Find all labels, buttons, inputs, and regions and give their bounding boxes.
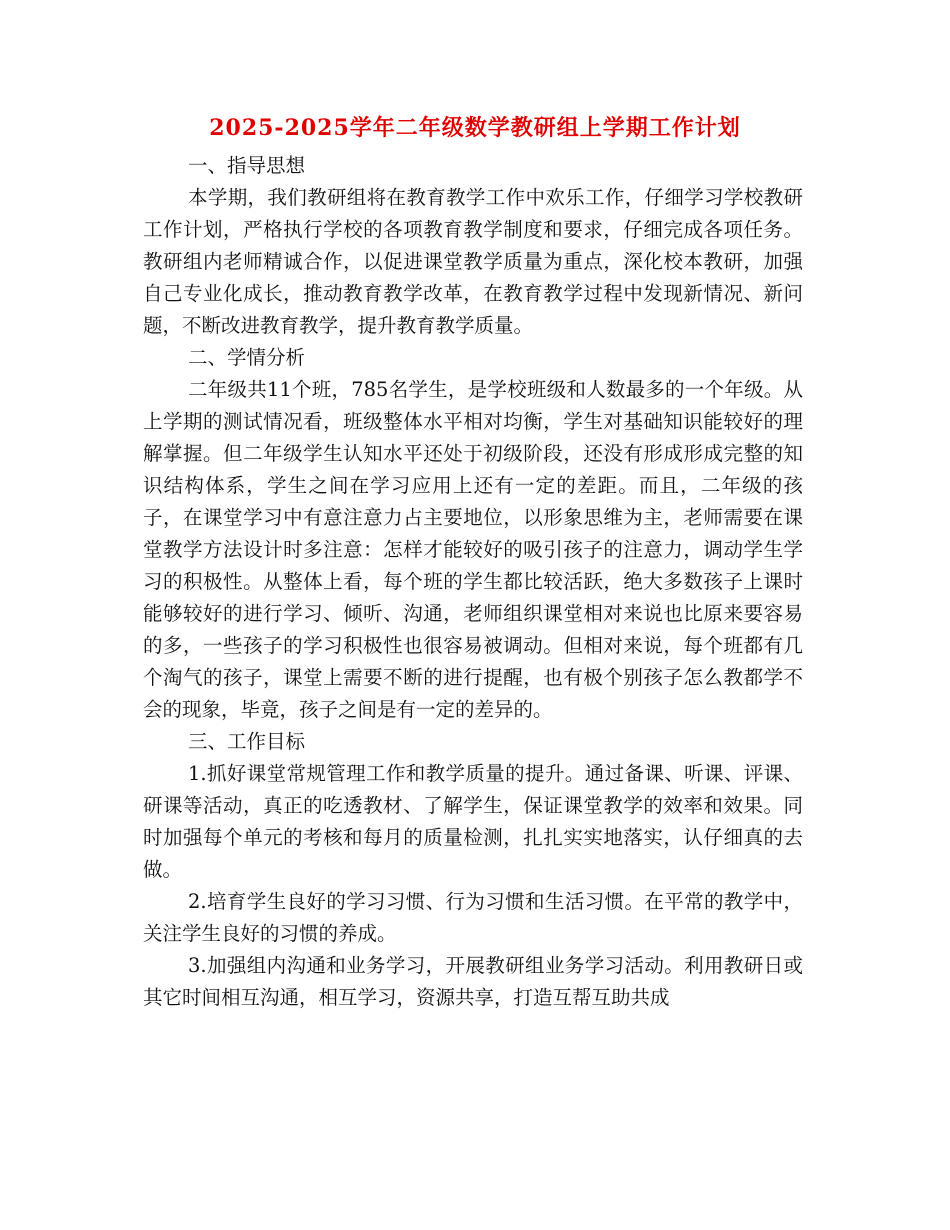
section-heading-work-goals: 三、工作目标 <box>188 730 306 753</box>
list-item-goal-2: 2.培育学生良好的学习习惯、行为习惯和生活习惯。在平常的教学中，关注学生良好的习惯的养成。 <box>143 890 803 945</box>
paragraph-student-analysis: 二年级共11个班，785名学生，是学校班级和人数最多的一个年级。从上学期的测试情况看，班级整体水平相对均衡，学生对基础知识能较好的理解掌握。但二年级学生认知水平还处于初级阶段，还没有形成形成完整的知识结构体系，学生之间在学习应用上还有一定的差距。而且，二年级的孩子，在课堂学习中有意注意力占主要地位，以形象思维为主，老师需要在课堂教学方法设计时多注意：怎样才能较好的吸引孩子的注意力，调动学生学习的积极性。从整体上看，每个班的学生都比较活跃，绝大多数孩子上课时能够较好的进行学习、倾听、沟通，老师组织课堂相对来说也比原来要容易的多，一些孩子的学习积极性也很容易被调动。但相对来说，每个班都有几个淘气的孩子，课堂上需要不断的进行提醒，也有极个别孩子怎么教都学不会的现象，毕竟，孩子之间是有一定的差异的。 <box>143 378 803 721</box>
section-heading-guiding-thought: 一、指导思想 <box>188 154 306 177</box>
list-item-goal-1: 1.抓好课堂常规管理工作和教学质量的提升。通过备课、听课、评课、研课等活动，真正的吃透教材、了解学生，保证课堂教学的效率和效果。同时加强每个单元的考核和每月的质量检测，扎扎实实地落实，认仔细真的去做。 <box>143 762 803 881</box>
list-item-goal-3: 3.加强组内沟通和业务学习，开展教研组业务学习活动。利用教研日或其它时间相互沟通，相互学习，资源共享，打造互帮互助共成 <box>143 954 803 1009</box>
document-body <box>143 150 803 1014</box>
paragraph-guiding-thought: 本学期，我们教研组将在教育教学工作中欢乐工作，仔细学习学校教研工作计划，严格执行学校的各项教育教学制度和要求，仔细完成各项任务。教研组内老师精诚合作，以促进课堂教学质量为重点，深化校本教研，加强自己专业化成长，推动教育教学改革，在教育教学过程中发现新情况、新问题，不断改进教育教学，提升教育教学质量。 <box>143 186 803 337</box>
section-heading-student-analysis: 二、学情分析 <box>188 346 306 369</box>
document-title: 2025-2025学年二年级数学教研组上学期工作计划 <box>209 115 741 141</box>
